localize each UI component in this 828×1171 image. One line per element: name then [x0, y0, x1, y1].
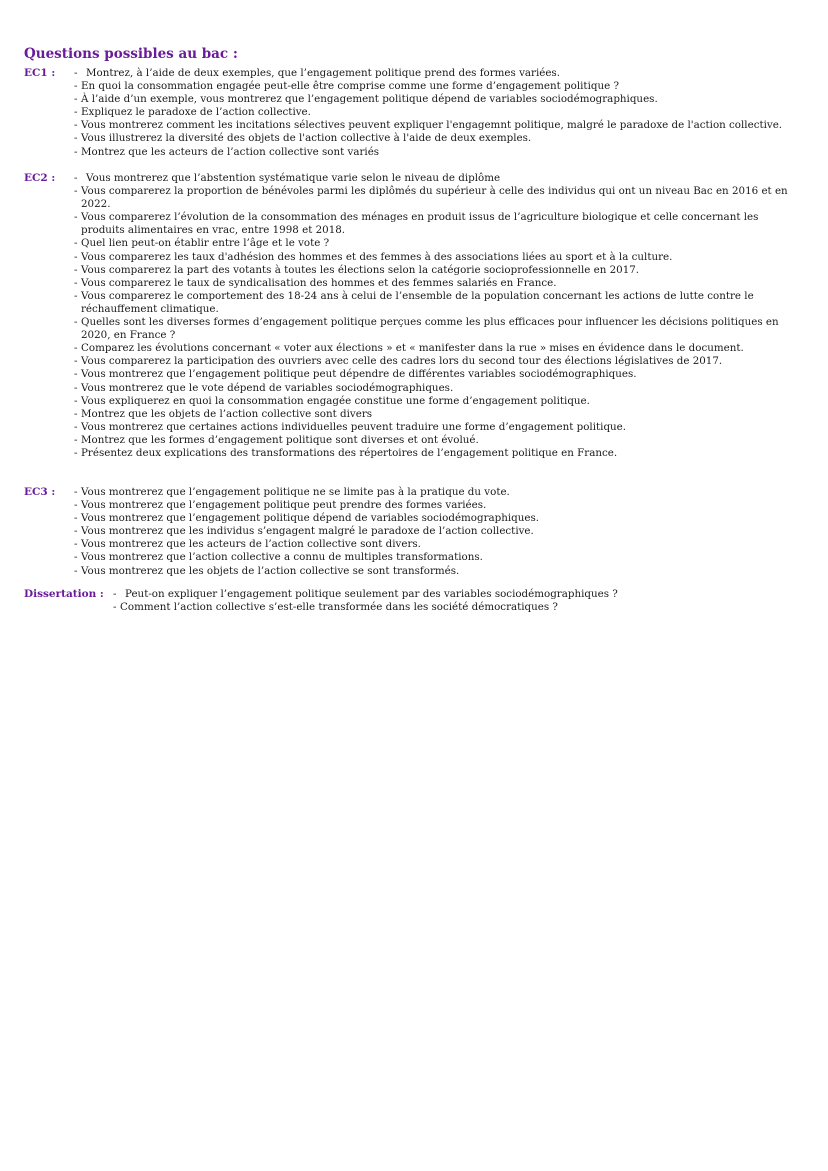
question-text: Vous comparerez la participation des ouvriers avec celle des cadres lors du second tour des élections législatives de 2017. [81, 355, 723, 368]
list-item: - Peut-on expliquer l’engagement politique seulement par des variables sociodémographiques ? [113, 588, 618, 600]
section-label-ec3: EC3 : [24, 486, 56, 498]
question-text: Vous montrerez que l’engagement politique ne se limite pas à la pratique du vote. [81, 486, 510, 498]
list-item: - En quoi la consommation engagée peut-elle être comprise comme une forme d’engagement politique ? [74, 80, 619, 93]
question-text: Vous montrerez que certaines actions individuelles peuvent traduire une forme d’engagement politique. [81, 420, 627, 433]
list-item: - Vous montrerez comment les incitations sélectives peuvent expliquer l'engagemnt politique, malgré le paradoxe de l'action collective. [74, 119, 783, 132]
list-item: - Présentez deux explications des transformations des répertoires de l’engagement politique en France. [74, 446, 618, 459]
list-item: - Vous expliquerez en quoi la consommation engagée constitue une forme d’engagement politique. [74, 394, 590, 407]
list-item: - Vous comparerez la proportion de bénévoles parmi les diplômés du supérieur à celle des individus qui ont un niveau Bac en 2016 et en 2022. [74, 185, 788, 211]
question-text: Vous montrerez que les individus s’engagent malgré le paradoxe de l’action collective. [81, 525, 534, 538]
list-item: - Montrez, à l’aide de deux exemples, que l’engagement politique prend des formes variées. [74, 67, 560, 79]
question-text: Quelles sont les diverses formes d’engagement politique perçues comme les plus efficaces pour influencer les décisions politiques en 2020, en France ? [81, 316, 779, 342]
question-text: Vous montrerez que l’engagement politique peut dépendre de différentes variables sociodémographiques. [81, 368, 637, 381]
list-item: - Montrez que les acteurs de l’action collective sont variés [74, 145, 380, 158]
list-item: - Comparez les évolutions concernant « voter aux élections » et « manifester dans la rue » mises en évidence dans le document. [74, 342, 744, 355]
list-item: - Vous montrerez que l’abstention systématique varie selon le niveau de diplôme [74, 172, 501, 184]
question-text: À l’aide d’un exemple, vous montrerez que l’engagement politique dépend de variables sociodémographiques. [81, 93, 658, 106]
question-text: Quel lien peut-on établir entre l’âge et le vote ? [81, 237, 330, 250]
question-text: Montrez que les acteurs de l’action collective sont variés [81, 145, 380, 158]
question-text: Vous comparerez l’évolution de la consommation des ménages en produit issus de l’agriculture biologique et celle concernant les produits alimentaires en vrac, entre 1998 et 2018. [81, 211, 759, 237]
question-text: Peut-on expliquer l’engagement politique seulement par des variables sociodémographiques ? [125, 588, 618, 600]
list-item: - Vous comparerez les taux d'adhésion des hommes et des femmes à des associations liées au sport et à la culture. [74, 250, 673, 263]
question-text: Montrez que les objets de l’action collective sont divers [81, 407, 373, 420]
question-text: Vous montrerez que l’engagement politique dépend de variables sociodémographiques. [81, 512, 540, 525]
section-label-ec1: EC1 : [24, 67, 56, 79]
question-text: Vous montrerez que l’action collective a connu de multiples transformations. [81, 551, 483, 564]
question-text: Montrez que les formes d’engagement politique sont diverses et ont évolué. [81, 433, 479, 446]
question-text: Vous illustrerez la diversité des objets de l'action collective à l'aide de deux exemples. [81, 132, 532, 145]
list-item: - Vous illustrerez la diversité des objets de l'action collective à l'aide de deux exemples. [74, 132, 532, 145]
section-label-dissertation: Dissertation : [24, 588, 104, 600]
question-text: Expliquez le paradoxe de l’action collective. [81, 106, 311, 119]
list-item: - Quelles sont les diverses formes d’engagement politique perçues comme les plus efficaces pour influencer les décisions politiques en 2020, en France ? [74, 316, 779, 342]
list-item: - Vous comparerez l’évolution de la consommation des ménages en produit issus de l’agriculture biologique et celle concernant les produits alimentaires en vrac, entre 1998 et 2018. [74, 211, 759, 237]
list-item: - Vous comparerez la part des votants à toutes les élections selon la catégorie socioprofessionnelle en 2017. [74, 263, 640, 276]
question-text: Vous comparerez le taux de syndicalisation des hommes et des femmes salariés en France. [81, 276, 557, 289]
question-text: Montrez, à l’aide de deux exemples, que l’engagement politique prend des formes variées. [86, 67, 560, 79]
question-text: Vous montrerez que le vote dépend de variables sociodémographiques. [81, 381, 454, 394]
list-item: - Vous montrerez que l’engagement politique peut dépendre de différentes variables sociodémographiques. [74, 368, 637, 381]
list-item: - Montrez que les formes d’engagement politique sont diverses et ont évolué. [74, 433, 479, 446]
section-label-ec2: EC2 : [24, 172, 56, 184]
question-text: Présentez deux explications des transformations des répertoires de l’engagement politique en France. [81, 446, 618, 459]
list-item: - Vous comparerez la participation des ouvriers avec celle des cadres lors du second tour des élections législatives de 2017. [74, 355, 723, 368]
list-item: - Vous montrerez que l’engagement politique dépend de variables sociodémographiques. [74, 512, 540, 525]
question-text: Vous comparerez les taux d'adhésion des hommes et des femmes à des associations liées au sport et à la culture. [81, 250, 673, 263]
list-item: - À l’aide d’un exemple, vous montrerez que l’engagement politique dépend de variables sociodémographiques. [74, 93, 658, 106]
question-list-ec3 [74, 486, 794, 578]
question-text: Vous montrerez que les acteurs de l’action collective sont divers. [81, 538, 421, 551]
question-text: En quoi la consommation engagée peut-elle être comprise comme une forme d’engagement politique ? [81, 80, 619, 93]
question-text: Vous montrerez que l’engagement politique peut prendre des formes variées. [81, 499, 487, 512]
question-text: Vous comparerez la proportion de bénévoles parmi les diplômés du supérieur à celle des individus qui ont un niveau Bac en 2016 et en 2022. [81, 185, 788, 211]
list-item: - Vous montrerez que les individus s’engagent malgré le paradoxe de l’action collective. [74, 525, 534, 538]
question-text: Comparez les évolutions concernant « voter aux élections » et « manifester dans la rue » mises en évidence dans le document. [81, 342, 744, 355]
list-item: - Montrez que les objets de l’action collective sont divers [74, 407, 373, 420]
question-text: Vous expliquerez en quoi la consommation engagée constitue une forme d’engagement politique. [81, 394, 590, 407]
question-text: Comment l’action collective s’est-elle transformée dans les société démocratiques ? [120, 601, 558, 614]
question-text: Vous montrerez comment les incitations sélectives peuvent expliquer l'engagemnt politique, malgré le paradoxe de l'action collective. [81, 119, 783, 132]
question-text: Vous montrerez que l’abstention systématique varie selon le niveau de diplôme [86, 172, 501, 184]
list-item: - Quel lien peut-on établir entre l’âge et le vote ? [74, 237, 330, 250]
question-list-ec1 [74, 67, 794, 159]
list-item: - Vous montrerez que les objets de l’action collective se sont transformés. [74, 564, 460, 577]
question-list-ec2 [74, 172, 804, 460]
question-list-dissertation [113, 588, 803, 614]
list-item: - Expliquez le paradoxe de l’action collective. [74, 106, 311, 119]
question-text: Vous comparerez la part des votants à toutes les élections selon la catégorie socioprofessionnelle en 2017. [81, 263, 640, 276]
list-item: - Comment l’action collective s’est-elle transformée dans les société démocratiques ? [113, 601, 558, 614]
question-text: Vous montrerez que les objets de l’action collective se sont transformés. [81, 564, 460, 577]
page-title: Questions possibles au bac : [24, 46, 238, 62]
list-item: - Vous montrerez que certaines actions individuelles peuvent traduire une forme d’engagement politique. [74, 420, 627, 433]
list-item: - Vous montrerez que le vote dépend de variables sociodémographiques. [74, 381, 454, 394]
list-item: - Vous montrerez que l’engagement politique ne se limite pas à la pratique du vote. [74, 486, 510, 498]
list-item: - Vous montrerez que l’action collective a connu de multiples transformations. [74, 551, 483, 564]
question-text: Vous comparerez le comportement des 18-24 ans à celui de l’ensemble de la population concernant les actions de lutte contre le réchauffement climatique. [81, 289, 754, 315]
list-item: - Vous comparerez le taux de syndicalisation des hommes et des femmes salariés en France. [74, 276, 557, 289]
list-item: - Vous montrerez que l’engagement politique peut prendre des formes variées. [74, 499, 487, 512]
list-item: - Vous comparerez le comportement des 18-24 ans à celui de l’ensemble de la population concernant les actions de lutte contre le réchauffement climatique. [74, 289, 754, 315]
list-item: - Vous montrerez que les acteurs de l’action collective sont divers. [74, 538, 421, 551]
